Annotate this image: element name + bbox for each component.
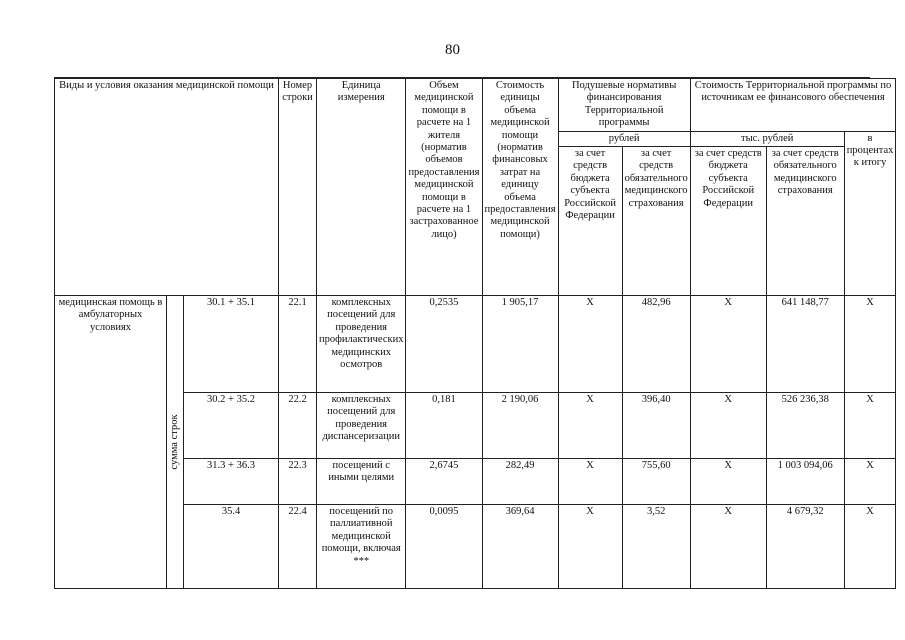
header-row-number: Номер строки	[279, 79, 317, 296]
table-row	[55, 296, 896, 393]
row-number: 22.2	[279, 393, 317, 459]
row-pr-oms: 4 679,32	[766, 505, 844, 589]
row-pr-percent: Х	[844, 459, 896, 505]
row-unit: комплексных посещений для проведения профилактических медицинских осмотров	[317, 296, 406, 393]
row-pc-budget: Х	[558, 459, 622, 505]
row-unit: посещений по паллиативной медицинской помощи, включая ***	[317, 505, 406, 589]
header-per-capita-budget: за счет средств бюджета субъекта Российской Федерации	[558, 147, 622, 296]
header-types: Виды и условия оказания медицинской помощи	[55, 79, 279, 296]
row-unit: комплексных посещений для проведения диспансеризации	[317, 393, 406, 459]
row-number: 22.1	[279, 296, 317, 393]
row-volume: 0,0095	[406, 505, 482, 589]
row-pc-oms: 396,40	[622, 393, 690, 459]
row-pr-oms: 1 003 094,06	[766, 459, 844, 505]
row-pc-budget: Х	[558, 393, 622, 459]
row-pr-budget: Х	[690, 393, 766, 459]
row-cost: 1 905,17	[482, 296, 558, 393]
row-pr-percent: Х	[844, 393, 896, 459]
row-pr-budget: Х	[690, 459, 766, 505]
page-number: 80	[445, 42, 460, 58]
row-pr-budget: Х	[690, 505, 766, 589]
row-pc-oms: 3,52	[622, 505, 690, 589]
row-unit: посещений с иными целями	[317, 459, 406, 505]
header-unit: Единица измерения	[317, 79, 406, 296]
row-number: 22.3	[279, 459, 317, 505]
row-cost: 2 190,06	[482, 393, 558, 459]
header-cost: Стоимость единицы объема медицинской помощи (норматив финансовых затрат на единицу объема предоставления медицинской помощи)	[482, 79, 558, 296]
row-formula: 31.3 + 36.3	[184, 459, 279, 505]
row-formula: 30.2 + 35.2	[184, 393, 279, 459]
section-label: медицинская помощь в амбулаторных условиях	[55, 296, 167, 589]
row-pc-budget: Х	[558, 505, 622, 589]
header-per-capita-oms: за счет средств обязательного медицинского страхования	[622, 147, 690, 296]
row-number: 22.4	[279, 505, 317, 589]
vertical-label: сумма строк	[168, 414, 180, 470]
row-pr-percent: Х	[844, 505, 896, 589]
row-pr-oms: 641 148,77	[766, 296, 844, 393]
header-per-capita: Подушевые нормативы финансирования Территориальной программы	[558, 79, 690, 132]
header-program-oms: за счет средств обязательного медицинского страхования	[766, 147, 844, 296]
row-volume: 0,181	[406, 393, 482, 459]
row-pc-budget: Х	[558, 296, 622, 393]
header-per-capita-unit: рублей	[558, 131, 690, 146]
financing-table	[54, 78, 896, 589]
row-formula: 30.1 + 35.1	[184, 296, 279, 393]
row-cost: 282,49	[482, 459, 558, 505]
row-cost: 369,64	[482, 505, 558, 589]
vertical-label-cell	[167, 296, 184, 589]
row-volume: 0,2535	[406, 296, 482, 393]
row-pr-oms: 526 236,38	[766, 393, 844, 459]
header-program-percent: в процентах к итогу	[844, 131, 896, 295]
row-pr-budget: Х	[690, 296, 766, 393]
header-program-cost: Стоимость Территориальной программы по источникам ее финансового обеспечения	[690, 79, 896, 132]
row-pc-oms: 755,60	[622, 459, 690, 505]
header-volume: Объем медицинской помощи в расчете на 1 жителя (норматив объемов предоставления медицинской помощи в расчете на 1 застрахованное лицо)	[406, 79, 482, 296]
header-program-budget: за счет средств бюджета субъекта Российской Федерации	[690, 147, 766, 296]
row-volume: 2,6745	[406, 459, 482, 505]
header-program-cost-unit: тыс. рублей	[690, 131, 844, 146]
row-formula: 35.4	[184, 505, 279, 589]
row-pc-oms: 482,96	[622, 296, 690, 393]
row-pr-percent: Х	[844, 296, 896, 393]
